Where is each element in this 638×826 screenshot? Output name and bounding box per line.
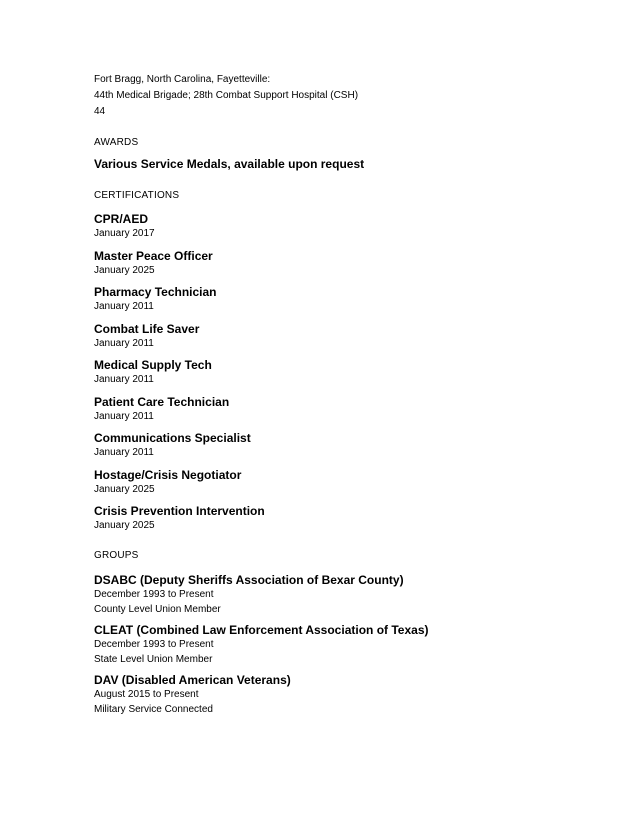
groups-heading: GROUPS (94, 550, 139, 561)
certification-date: January 2011 (94, 447, 154, 458)
certifications-section (94, 189, 614, 203)
group-date: December 1993 to Present (94, 589, 214, 600)
location-line: Fort Bragg, North Carolina, Fayetteville: (94, 74, 271, 85)
certification-title: Pharmacy Technician (94, 285, 217, 299)
group-entry (94, 672, 614, 716)
group-note: County Level Union Member (94, 604, 221, 615)
certification-entry (94, 467, 614, 496)
award-title: Various Service Medals, available upon request (94, 157, 365, 171)
page-number-line: 44 (94, 106, 106, 117)
certification-entry (94, 394, 614, 423)
certification-title: Communications Specialist (94, 431, 251, 445)
certification-date: January 2011 (94, 411, 154, 422)
certification-title: Combat Life Saver (94, 322, 200, 336)
certification-date: January 2011 (94, 301, 154, 312)
awards-heading: AWARDS (94, 137, 139, 148)
certification-title: CPR/AED (94, 212, 149, 226)
certification-title: Master Peace Officer (94, 249, 213, 263)
group-note: State Level Union Member (94, 654, 213, 665)
awards-section (94, 136, 614, 150)
certification-entry (94, 284, 614, 313)
certification-date: January 2025 (94, 265, 155, 276)
certification-title: Hostage/Crisis Negotiator (94, 468, 242, 482)
certification-entry (94, 503, 614, 532)
location-block (94, 72, 614, 120)
group-date: August 2015 to Present (94, 689, 199, 700)
group-entry (94, 622, 614, 666)
certification-date: January 2011 (94, 338, 154, 349)
certification-title: Medical Supply Tech (94, 358, 212, 372)
group-title: DSABC (Deputy Sheriffs Association of Bexar County) (94, 573, 404, 587)
certification-entry (94, 430, 614, 459)
certification-entry (94, 248, 614, 277)
award-entry (94, 156, 614, 172)
group-note: Military Service Connected (94, 704, 213, 715)
certification-date: January 2025 (94, 520, 155, 531)
certification-date: January 2017 (94, 228, 155, 239)
group-title: CLEAT (Combined Law Enforcement Association of Texas) (94, 623, 429, 637)
certification-entry (94, 211, 614, 240)
certification-date: January 2011 (94, 374, 154, 385)
groups-section (94, 549, 614, 563)
certification-title: Crisis Prevention Intervention (94, 504, 265, 518)
group-date: December 1993 to Present (94, 639, 214, 650)
certifications-heading: CERTIFICATIONS (94, 190, 180, 201)
certification-title: Patient Care Technician (94, 395, 230, 409)
unit-line: 44th Medical Brigade; 28th Combat Support Hospital (CSH) (94, 90, 359, 101)
certification-date: January 2025 (94, 484, 155, 495)
group-entry (94, 572, 614, 616)
group-title: DAV (Disabled American Veterans) (94, 673, 291, 687)
certification-entry (94, 321, 614, 350)
certification-entry (94, 357, 614, 386)
